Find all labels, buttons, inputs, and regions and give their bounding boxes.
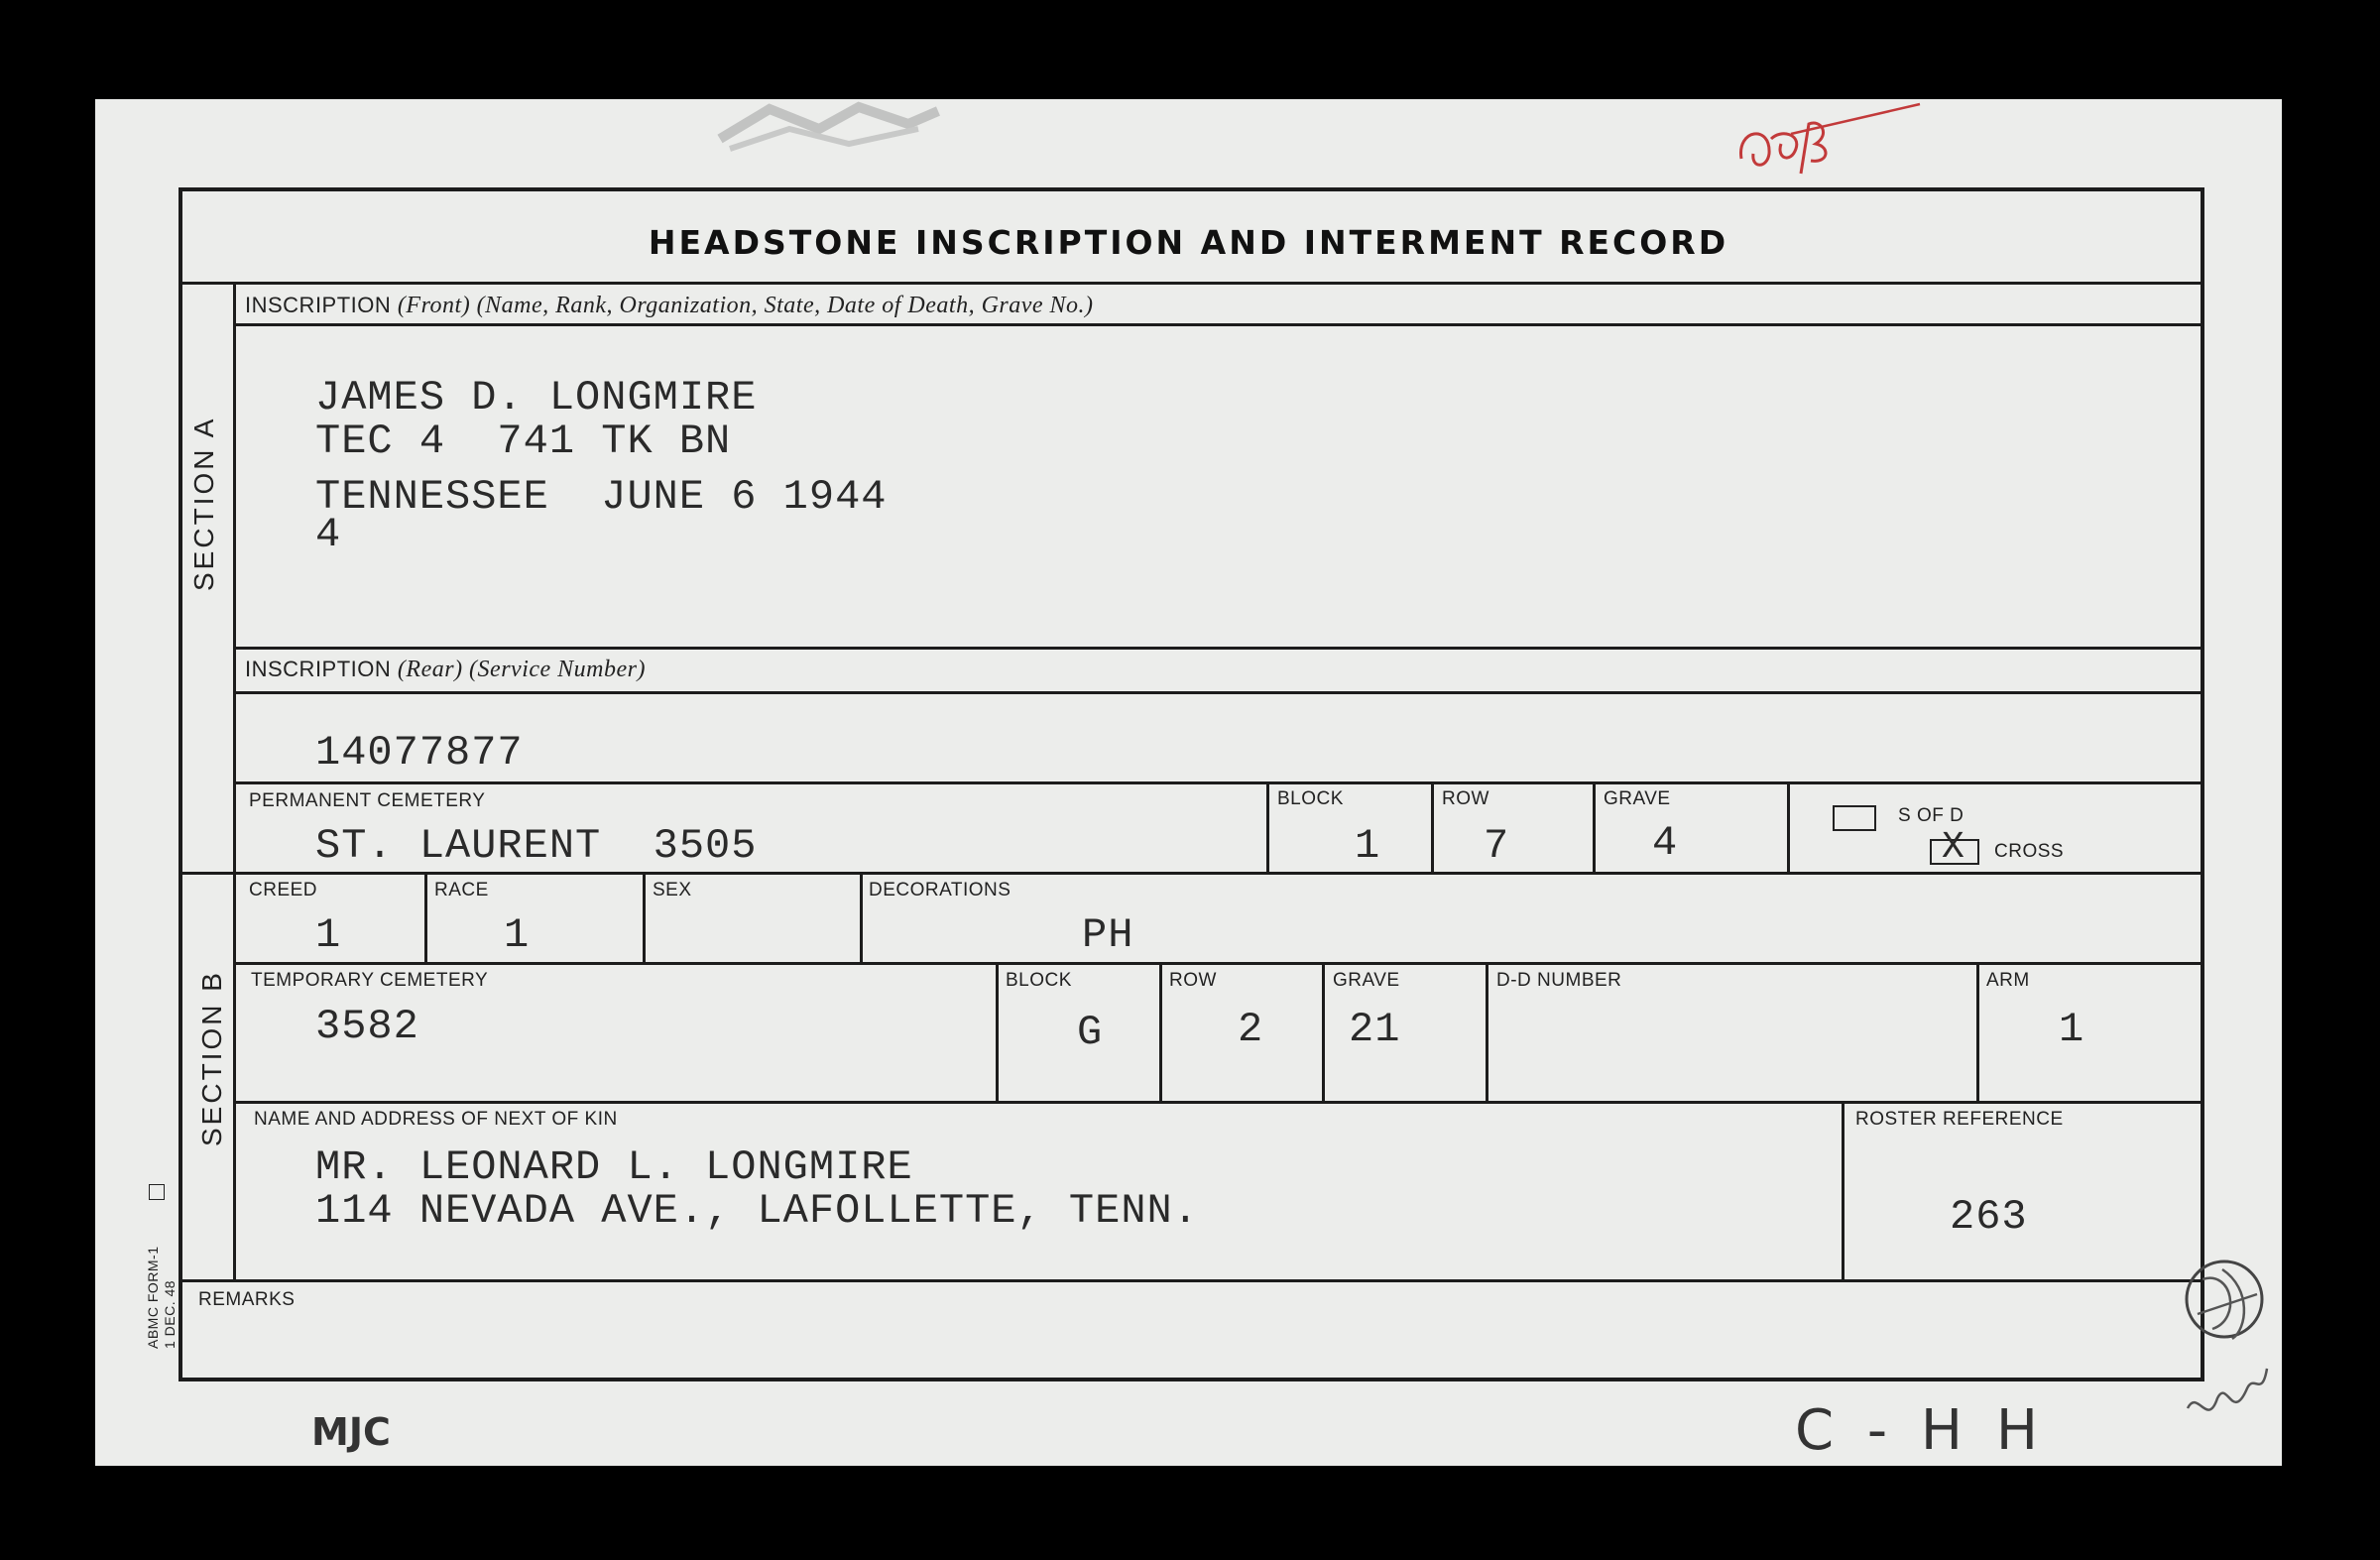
faded-stamp xyxy=(710,99,948,159)
arm-label: ARM xyxy=(1986,970,2030,991)
temporary-grave-value: 21 xyxy=(1349,1006,1401,1053)
cross-label: CROSS xyxy=(1994,841,2065,862)
permanent-grave-value: 4 xyxy=(1652,819,1679,867)
section-a-label: SECTION A xyxy=(188,416,219,591)
service-number: 14077877 xyxy=(315,729,524,777)
permanent-grave-label: GRAVE xyxy=(1604,788,1671,809)
inscription-rear-label: INSCRIPTION (Rear) (Service Number) xyxy=(245,657,646,682)
form-number-block: ABMC FORM-1 1 DEC. 48 xyxy=(145,1170,184,1349)
form-checkbox xyxy=(149,1184,165,1200)
temporary-block-value: G xyxy=(1077,1009,1104,1056)
permanent-cemetery-value: ST. LAURENT 3505 xyxy=(315,822,758,870)
form-title: HEADSTONE INSCRIPTION AND INTERMENT RECORD xyxy=(648,223,1729,262)
next-of-kin-label: NAME AND ADDRESS OF NEXT OF KIN xyxy=(254,1109,618,1130)
cross-check-mark: X xyxy=(1942,826,1965,869)
s-of-d-label: S OF D xyxy=(1898,805,1964,826)
creed-value: 1 xyxy=(315,911,342,959)
next-of-kin-line-2: 114 NEVADA AVE., LAFOLLETTE, TENN. xyxy=(315,1187,1199,1235)
permanent-block-label: BLOCK xyxy=(1277,788,1344,809)
race-value: 1 xyxy=(504,911,531,959)
dd-number-label: D-D NUMBER xyxy=(1496,970,1622,991)
arm-value: 1 xyxy=(2059,1006,2085,1053)
permanent-row-value: 7 xyxy=(1484,822,1510,870)
red-initials-signature xyxy=(1731,99,1930,188)
handwritten-initials-left: MJC xyxy=(311,1410,391,1454)
inscription-front-line-3: TENNESSEE JUNE 6 1944 xyxy=(315,473,888,521)
next-of-kin-line-1: MR. LEONARD L. LONGMIRE xyxy=(315,1143,913,1191)
inscription-front-label: INSCRIPTION (Front) (Name, Rank, Organization, State, Date of Death, Grave No.) xyxy=(245,293,1094,318)
decorations-label: DECORATIONS xyxy=(869,880,1012,900)
temporary-cemetery-value: 3582 xyxy=(315,1003,419,1050)
s-of-d-checkbox[interactable] xyxy=(1833,805,1876,831)
race-label: RACE xyxy=(434,880,489,900)
permanent-cemetery-label: PERMANENT CEMETERY xyxy=(249,790,486,811)
temporary-row-value: 2 xyxy=(1238,1006,1264,1053)
temporary-block-label: BLOCK xyxy=(1006,970,1072,991)
handwritten-code-right: C - H H xyxy=(1795,1398,2046,1463)
temporary-row-label: ROW xyxy=(1169,970,1217,991)
permanent-row-label: ROW xyxy=(1442,788,1489,809)
remarks-label: REMARKS xyxy=(198,1289,296,1310)
temporary-cemetery-label: TEMPORARY CEMETERY xyxy=(251,970,489,991)
section-b-label: SECTION B xyxy=(196,970,227,1146)
roster-reference-value: 263 xyxy=(1950,1193,2028,1241)
inscription-front-line-1: JAMES D. LONGMIRE xyxy=(315,374,758,421)
sex-label: SEX xyxy=(653,880,692,900)
roster-reference-label: ROSTER REFERENCE xyxy=(1855,1109,2064,1130)
decorations-value: PH xyxy=(1082,911,1134,959)
permanent-block-value: 1 xyxy=(1355,822,1381,870)
inscription-front-line-4: 4 xyxy=(315,511,342,558)
creed-label: CREED xyxy=(249,880,318,900)
record-card xyxy=(95,99,2282,1466)
remarks-field[interactable] xyxy=(194,1314,2188,1374)
inscription-front-line-2: TEC 4 741 TK BN xyxy=(315,418,732,465)
side-signature xyxy=(2173,1240,2282,1458)
temporary-grave-label: GRAVE xyxy=(1333,970,1400,991)
